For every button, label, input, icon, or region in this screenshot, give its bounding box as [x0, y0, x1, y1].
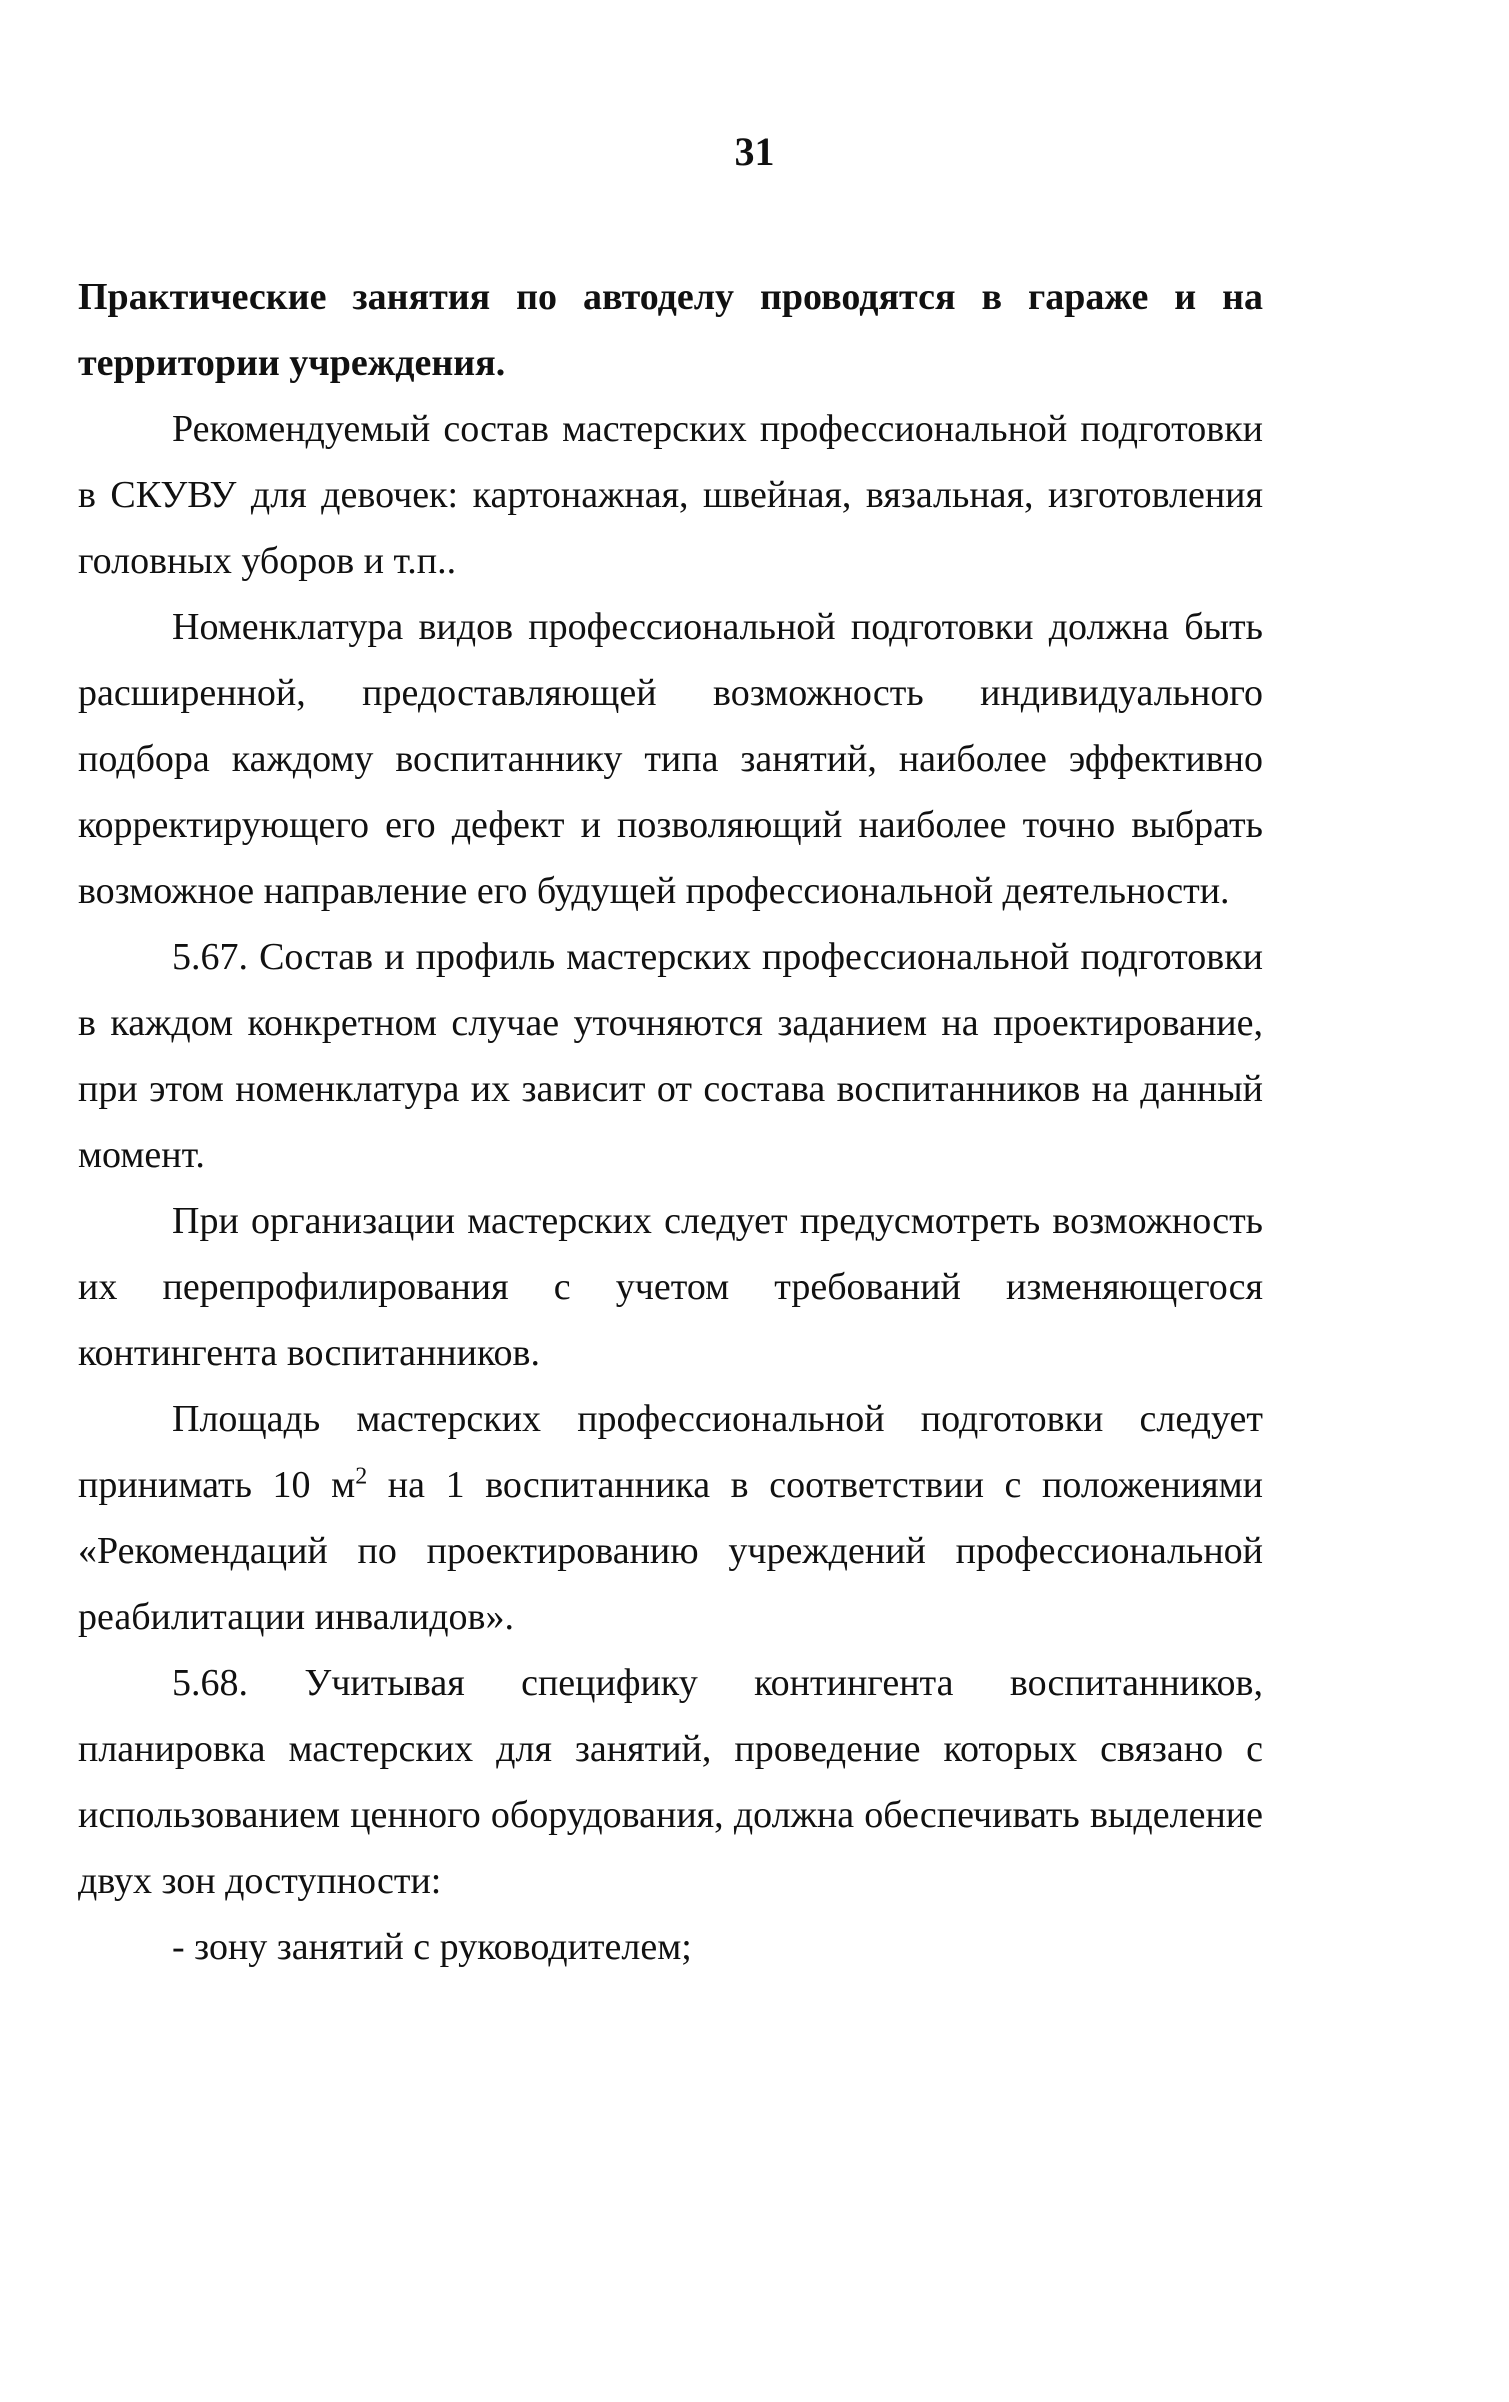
area-text-after: на 1 воспитанника в соответствии с положениями «Рекомендаций по проектированию учреждений профессиональной реабилитации инвалидов». — [78, 1464, 1263, 1638]
list-item-zone-with-supervisor: - зону занятий с руководителем; — [172, 1926, 692, 1968]
paragraph-practical-classes: Практические занятия по автоделу проводятся в гараже и на территории учреждения. — [78, 276, 1263, 384]
area-text-before: Площадь мастерских профессиональной подготовки следует принимать 10 м — [78, 1398, 1263, 1506]
paragraph-nomenclature: Номенклатура видов профессиональной подготовки должна быть расширенной, предоставляющей возможность индивидуального подбора каждому воспитаннику типа занятий, наиболее эффективно корректирующего его дефект и позволяющий наиболее точно выбрать возможное направление его будущей профессиональной деятельности. — [78, 606, 1263, 912]
page-number: 31 — [734, 129, 775, 174]
body-text — [78, 264, 1263, 1980]
paragraph-5-68: 5.68. Учитывая специфику контингента воспитанников, планировка мастерских для занятий, проведение которых связано с использованием ценного оборудования, должна обеспечивать выделение двух зон доступности: — [78, 1662, 1263, 1902]
paragraph-area — [78, 1386, 1263, 1650]
area-superscript: 2 — [355, 1463, 368, 1490]
paragraph-reprofiling: При организации мастерских следует предусмотреть возможность их перепрофилирования с учетом требований изменяющегося контингента воспитанников. — [78, 1200, 1263, 1374]
paragraph-recommended-workshops: Рекомендуемый состав мастерских профессиональной подготовки в СКУВУ для девочек: картонажная, швейная, вязальная, изготовления головных уборов и т.п.. — [78, 408, 1263, 582]
paragraph-5-67: 5.67. Состав и профиль мастерских профессиональной подготовки в каждом конкретном случае уточняются заданием на проектирование, при этом номенклатура их зависит от состава воспитанников на данный момент. — [78, 936, 1263, 1176]
